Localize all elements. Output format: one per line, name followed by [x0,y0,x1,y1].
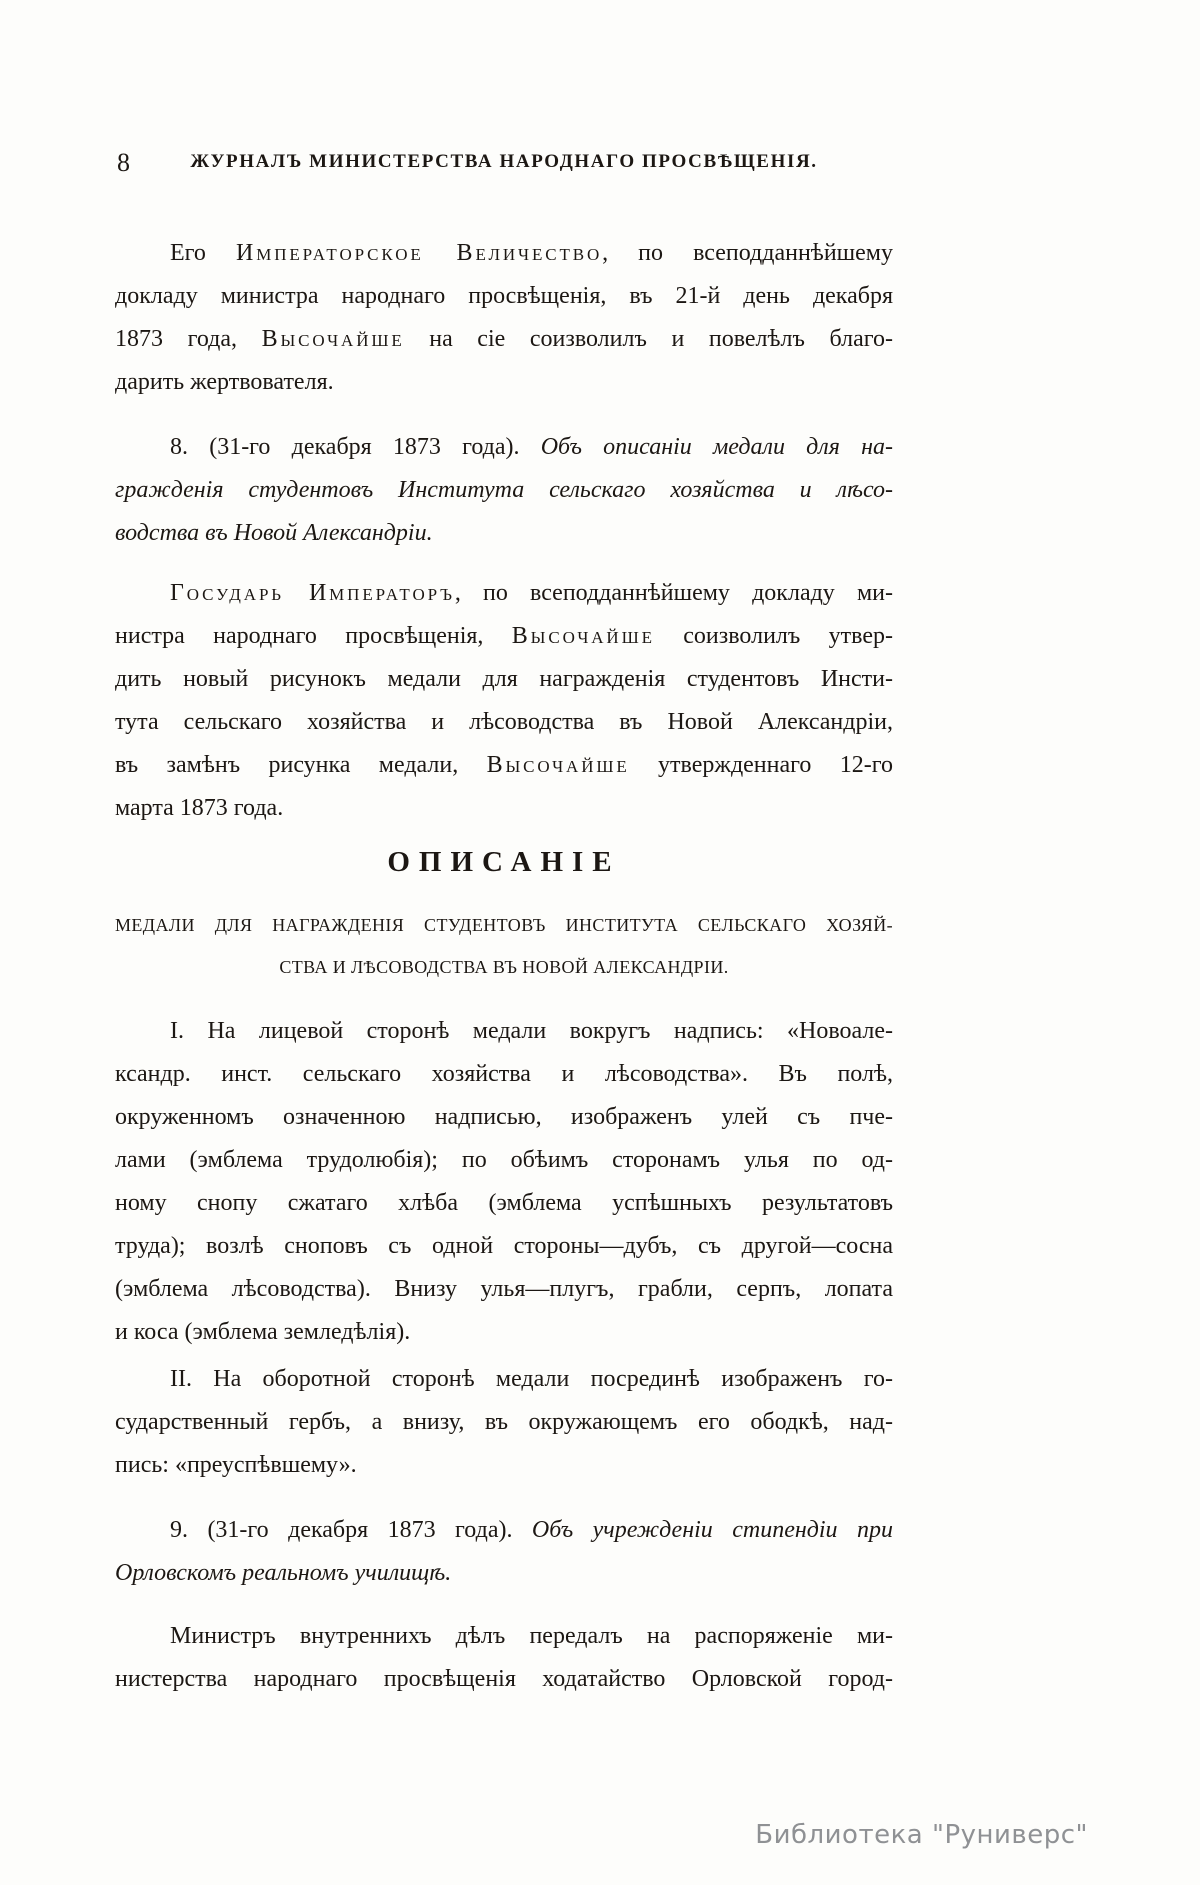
page-number: 8 [117,148,131,177]
text-line: II. На оборотной сторонѣ медали посрединѣ изображенъ го- [170,1366,893,1392]
paragraph-orel-school [115,1615,893,1701]
library-watermark: Библиотека "Руниверс" [755,1820,1088,1850]
decree-title-italic: Объ учрежденіи стипендіи при [531,1517,893,1543]
text-column [115,148,893,1701]
text-line: труда); возлѣ сноповъ съ одной стороны—дубъ, съ другой—сосна [115,1233,893,1259]
running-head [115,148,893,176]
paragraph-reverse-description [115,1358,893,1487]
decree-8-heading [115,426,893,555]
text-line: Министръ внутреннихъ дѣлъ передалъ на распоряженіе ми- [170,1623,893,1649]
text-line: дить новый рисунокъ медали для награжденія студентовъ Инсти- [115,666,893,692]
text-line: Орловскомъ реальномъ училищѣ. [115,1560,452,1586]
text-line: нистра народнаго просвѣщенія, Высочайше соизволилъ утвер- [115,623,893,649]
text-line: Его Императорское Величество, по всеподданнѣйшему [170,240,893,266]
text-line: 1873 года, Высочайше на сіе соизволилъ и повелѣлъ благо- [115,326,893,352]
text-line: нистерства народнаго просвѣщенія ходатайство Орловской город- [115,1666,893,1692]
paragraph-obverse-description [115,1010,893,1354]
text-line: докладу министра народнаго просвѣщенія, въ 21-й день декабря [115,283,893,309]
small-caps-vysochayshe: Высочайше [486,752,630,778]
text-line: сударственный гербъ, а внизу, въ окружающемъ его ободкѣ, над- [115,1409,893,1435]
text-line: I. На лицевой сторонѣ медали вокругъ надпись: «Новоале- [170,1018,893,1044]
text-line: марта 1873 года. [115,795,284,821]
text-line: (эмблема лѣсоводства). Внизу улья—плугъ, грабли, серпъ, лопата [115,1276,893,1302]
running-title: ЖУРНАЛЪ МИНИСТЕРСТВА НАРОДНАГО ПРОСВѢЩЕНІЯ. [190,151,818,172]
paragraph-medal-approval [115,572,893,830]
text-line: и коса (эмблема земледѣлія). [115,1319,411,1345]
small-caps-vysochayshe: Высочайше [511,623,655,649]
opisanie-subheading [115,904,893,988]
decree-title-italic: Объ описаніи медали для на- [540,434,893,460]
text-line: ному снопу сжатаго хлѣба (эмблема успѣшныхъ результатовъ [115,1190,893,1216]
section-heading-opisanie: ОПИСАНІЕ [387,846,621,878]
text-line: Государь Императоръ, по всеподданнѣйшему докладу ми- [170,580,893,606]
small-caps-gosudar-imperator: Государь Императоръ [170,580,455,606]
text-line: ксандр. инст. сельскаго хозяйства и лѣсоводства». Въ полѣ, [115,1061,893,1087]
decree-9-heading [115,1509,893,1595]
text-line: окруженномъ означенною надписью, изображенъ улей съ пче- [115,1104,893,1130]
text-line: дарить жертвователя. [115,369,334,395]
text-line: водства въ Новой Александріи. [115,520,433,546]
small-caps-vysochayshe: Высочайше [261,326,405,352]
text-line: пись: «преуспѣвшему». [115,1452,357,1478]
small-caps-imperial-majesty: Императорское Величество [235,240,603,266]
paragraph-imperial-thanks [115,232,893,404]
text-line: въ замѣнъ рисунка медали, Высочайше утвержденнаго 12-го [115,752,893,778]
text-line: СТВА И ЛѢСОВОДСТВА ВЪ НОВОЙ АЛЕКСАНДРІИ. [279,957,729,977]
text-line: 9. (31-го декабря 1873 года). Объ учрежденіи стипендіи при [170,1517,893,1543]
text-line: тута сельскаго хозяйства и лѣсоводства въ Новой Александріи, [115,709,893,735]
text-line: гражденія студентовъ Института сельскаго хозяйства и лѣсо- [115,477,893,503]
text-line: МЕДАЛИ ДЛЯ НАГРАЖДЕНІЯ СТУДЕНТОВЪ ИНСТИТУТА СЕЛЬСКАГО ХОЗЯЙ- [115,915,893,935]
text-line: 8. (31-го декабря 1873 года). Объ описаніи медали для на- [170,434,893,460]
text-line: лами (эмблема трудолюбія); по обѣимъ сторонамъ улья по од- [115,1147,893,1173]
